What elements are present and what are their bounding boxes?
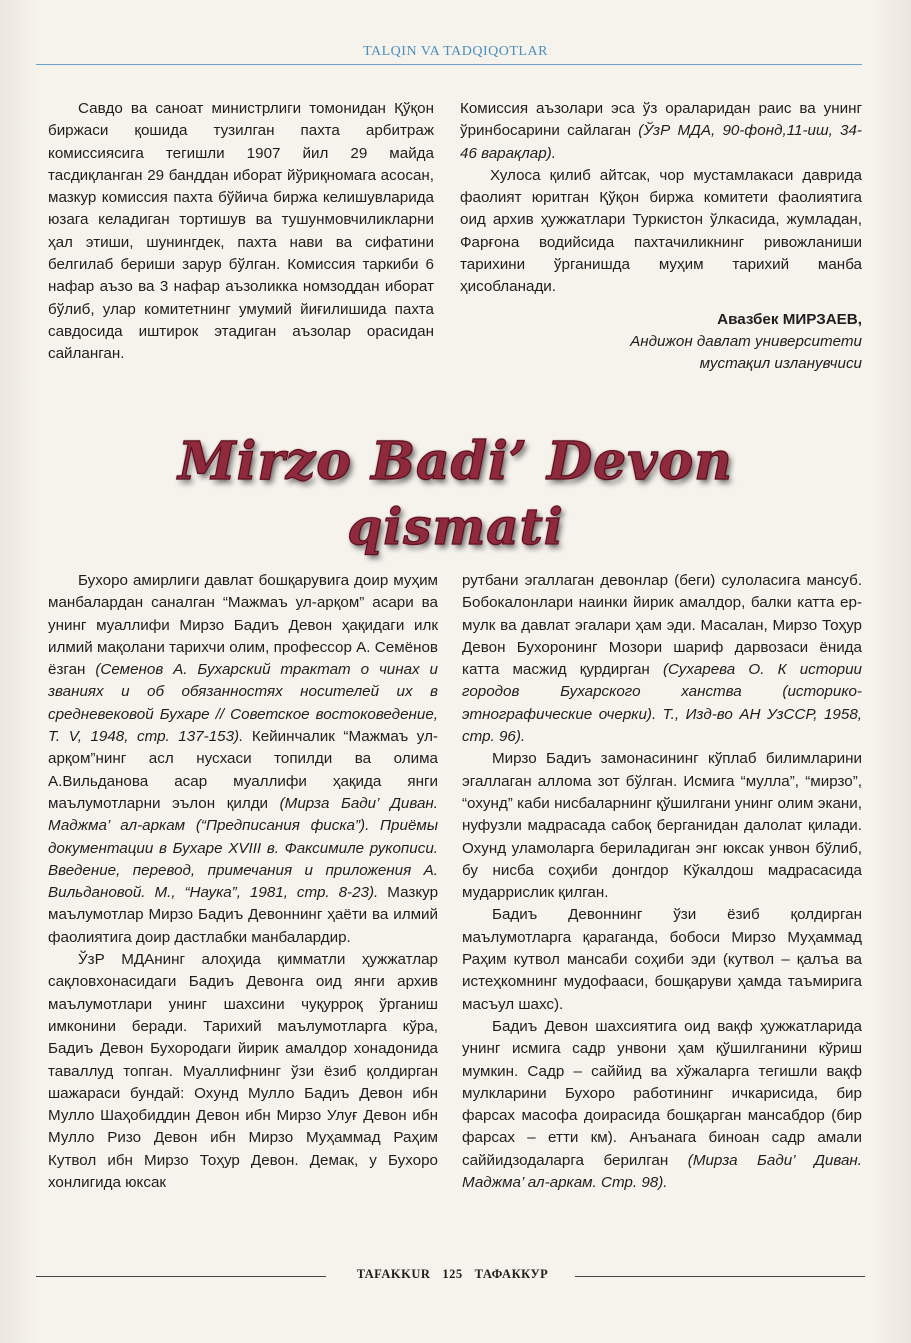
article2-paragraph: Мирзо Бадиъ замонасининг кўплаб билимларини эгаллаган аллома зот бўлган. Исмига “мулла”, “мирзо”, “охунд” каби нисбаларнинг қўшилгани унинг олим экани, нуфузли мадрасада сабоқ берганидан далолат қилади. Охунд уламоларга бериладиган энг юксак унвон бўлиб, бу нисба соҳиби донгдор Кўкалдош мадрасасида мударрислик қилган. xyxy=(462,750,862,902)
citation: (Семенов А. Бухарский трактат о чинах и званиях и об обязанностях носителей их в средневековой Бухаре // Советское востоковедение, Т. V, 1948, стр. 137-153). xyxy=(48,661,439,746)
article-title-line: Mirzo Badi’ Devon xyxy=(178,431,733,492)
article1-paragraph: Савдо ва саноат министрлиги томонидан Қўқон биржаси қошида тузилган пахта арбитраж комиссиясига тегишли 1907 йил 29 майда тасдиқланган 29 банддан иборат йўриқномага асосан, мазкур комиссия пахта бўйича биржа келишувларида юзага келадиган тортишув ва тушунмовчиликларни ҳал этиши, шунингдек, пахта нави ва сифатини белгилаб бериши зарур бўлган. Комиссия таркиби 6 нафар аъзо ва 3 нафар аъзоликка номзоддан иборат бўлиб, улар комитетнинг умумий йиғилишида пахта савдосида иштирок этадиган аъзолар орасидан сайланган. xyxy=(48,100,434,363)
article-title-line: qismati xyxy=(347,497,564,556)
footer-magazine-latin: TAFAKKUR xyxy=(356,1267,431,1281)
citation: (ЎзР МДА, 90-фонд,11-иш, 34-46 варақлар). xyxy=(460,122,862,162)
footer-magazine-cyrillic: ТАФАККУР xyxy=(474,1267,549,1281)
article2-paragraph: Бадиъ Девоннинг ўзи ёзиб қолдирган маълумотларга қараганда, бобоси Мирзо Муҳаммад Раҳим кутвол мансаби соҳиби эди (кутвол – қалъа ва истеҳкомнинг мудофааси, бошқаруви ҳамда таъмирига масъул шахс). xyxy=(462,906,862,1013)
author-affiliation: мустақил изланувчиси xyxy=(699,355,862,373)
article1-left-column xyxy=(48,98,434,366)
article2-left-column xyxy=(48,570,438,1194)
article-title xyxy=(0,425,911,565)
article2-right-column xyxy=(462,570,862,1194)
citation: (Мирза Бади’ Диван. Маджма’ ал-аркам (“Предписания фиска”). Приёмы документации в Бухаре XVIII в. Факсимиле рукописи. Введение, перевод, примечания и приложения А. Вильдановой. М., “Наука”, 1981, стр. 8-23). xyxy=(48,794,438,902)
article1-right-column xyxy=(460,98,862,376)
article1-paragraph: Комиссия аъзолари эса ўз ораларидан раис ва унинг ўринбосарини сайлаган (ЎзР МДА, 90-фонд,11-иш, 34-46 варақлар). xyxy=(460,100,862,162)
citation: (Мирза Бади’ Диван. Маджма’ ал-аркам. Стр. 98). xyxy=(462,1151,862,1192)
section-header: TALQIN VA TADQIQOTLAR xyxy=(363,44,548,59)
article1-paragraph: Хулоса қилиб айтсак, чор мустамлакаси даврида фаолият юритган Қўқон биржа комитети фаолиятига оид архив ҳужжатлари Туркистон ўлкасида, жумладан, Фарғона водийсида пахтачиликнинг ривожланиши тарихини ўрганишда муҳим тарихий манба ҳисобланади. xyxy=(460,166,862,296)
footer-rule-left xyxy=(36,1276,326,1277)
author-affiliation: Андижон давлат университети xyxy=(630,332,862,350)
page-number: 125 xyxy=(442,1267,463,1281)
article2-paragraph: рутбани эгаллаган девонлар (беги) сулоласига мансуб. Бобокалонлари наинки йирик амалдор, балки катта ер-мулк ва давлат эгалари ҳам эди. Масалан, Мирзо Тоҳур Девон Бухоронинг Мозори шариф дарвозаси ёнида катта масжид қурдирган (Сухарева О. К истории городов Бухарского ханства (историко-этнографические очерки). Т., Изд-во АН УзССР, 1958, стр. 96). xyxy=(462,572,863,746)
author-name: Авазбек МИРЗАЕВ, xyxy=(717,310,862,328)
article2-paragraph: Бухоро амирлиги давлат бошқарувига доир муҳим манбалардан саналган “Мажмаъ ул-арқом” асари ва унинг муаллифи Мирзо Бадиъ Девон ҳақидаги илк илмий мақолани тарихчи олим, профессор А. Семёнов ёзган (Семенов А. Бухарский трактат о чинах и званиях и об обязанностях носителей их в средневековой Бухаре // Советское востоковедение, Т. V, 1948, стр. 137-153). Кейинчалик “Мажмаъ ул-арқом”нинг асл нусхаси топилди ва олима А.Вильданова асар муаллифи ҳақида янги маълумотларни эълон қилди (Мирза Бади’ Диван. Маджма’ ал-аркам (“Предписания фиска”). Приёмы документации в Бухаре XVIII в. Факсимиле рукописи. Введение, перевод, примечания и приложения А. Вильдановой. М., “Наука”, 1981, стр. 8-23). Мазкур маълумотлар Мирзо Бадиъ Девоннинг ҳаёти ва илмий фаолиятига доир дастлабки манбалардир. xyxy=(48,572,439,946)
citation: (Сухарева О. К истории городов Бухарского ханства (историко-этнографические очерки). Т., Изд-во АН УзССР, 1958, стр. 96). xyxy=(462,661,863,746)
article2-paragraph: ЎзР МДАнинг алоҳида қимматли ҳужжатлар сақловхонасидаги Бадиъ Девонга оид янги архив маълумотлари унинг шахсини чуқурроқ ўрганиш имконини беради. Тарихий маълумотларга кўра, Бадиъ Девон Бухородаги йирик амалдор хонадонида таваллуд топган. Муаллифнинг ўзи ёзиб қолдирган шажараси бундай: Охунд Мулло Бадиъ Девон ибн Мулло Шаҳобиддин Девон ибн Мирзо Улуғ Девон ибн Мулло Ризо Девон ибн Мирзо Муҳаммад Раҳим Кутвол ибн Мирзо Тоҳур Девон. Демак, у Бухоро хонлигида юксак xyxy=(48,951,438,1192)
article2-paragraph: Бадиъ Девон шахсиятига оид вақф ҳужжатларида унинг исмига садр унвони ҳам қўшилганини кўриш мумкин. Садр – саййид ва хўжаларга тегишли вақф мулкларини Бухоро работининг ичкарисида, бир фарсах масофа доирасида бошқарган мансабдор (бир фарсах – етти км). Анъанага биноан садр амали саййидзодаларга берилган (Мирза Бади’ Диван. Маджма’ ал-аркам. Стр. 98). xyxy=(462,1017,862,1192)
header-divider xyxy=(36,64,862,65)
footer-rule-right xyxy=(575,1276,865,1277)
author-signature xyxy=(460,309,862,376)
page-footer xyxy=(330,1267,575,1282)
